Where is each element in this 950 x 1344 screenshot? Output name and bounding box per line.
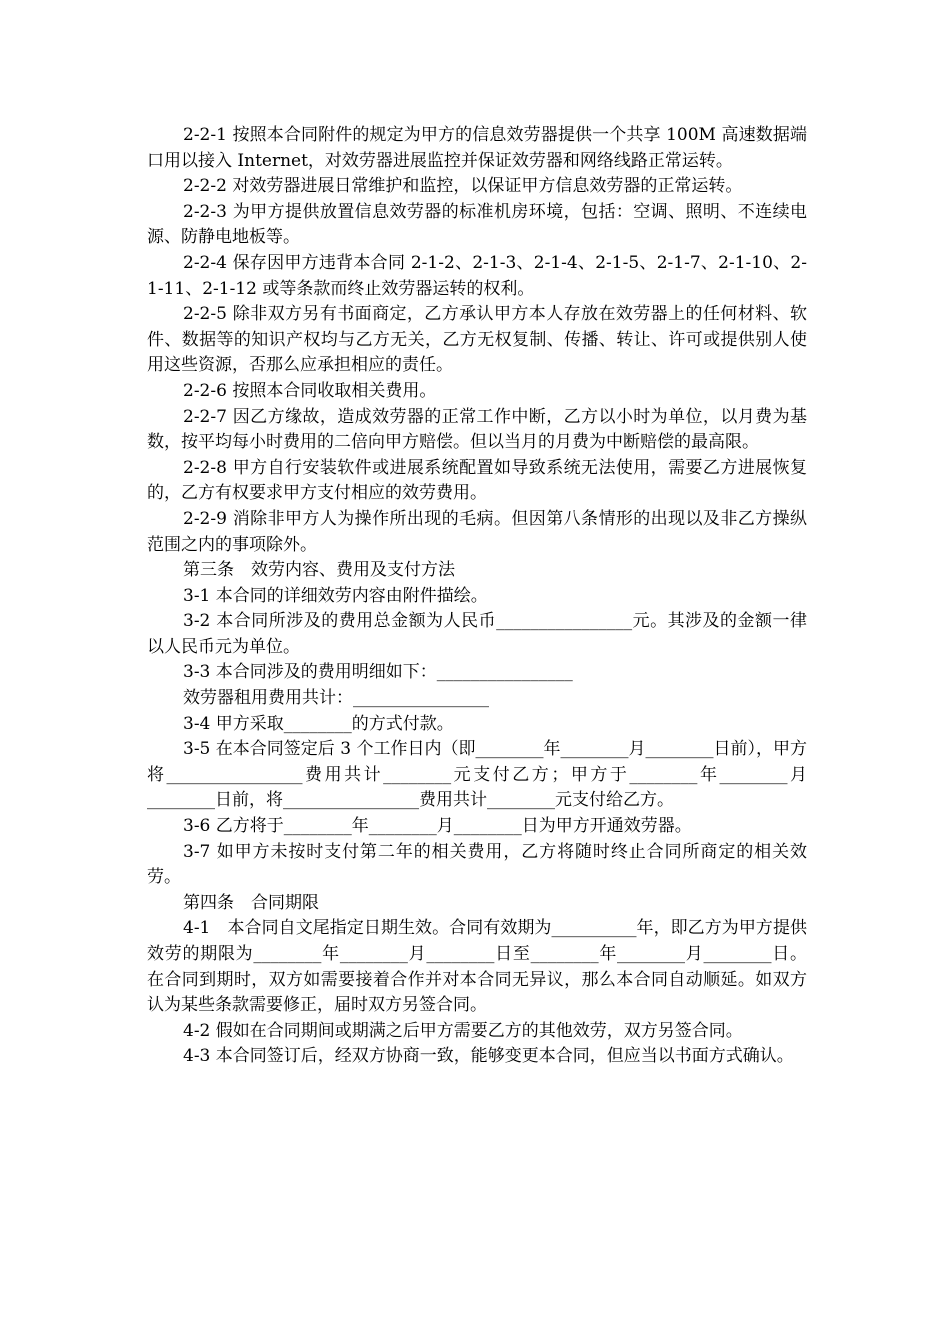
clause-3-1: 3-1 本合同的详细效劳内容由附件描绘。 [183, 585, 488, 606]
clause-2-2-3: 2-2-3 为甲方提供放置信息效劳器的标准机房环境，包括：空调、照明、不连续电源、防静电地板等。 [147, 201, 807, 248]
server-rental-fee-line: 效劳器租用费用共计：________________ [183, 688, 489, 709]
article-4-heading: 第四条 合同期限 [183, 892, 319, 913]
clause-4-1: 4-1 本合同自文尾指定日期生效。合同有效期为__________年，即乙方为甲方提供效劳的期限为________年________月________日至________年________月________日。在合同到期时，双方如需要接着合作并对本合同无异议，那么本合同自动顺延。如双方认为某些条款需要修正，届时双方另签合同。 [147, 918, 807, 1016]
clause-3-7: 3-7 如甲方未按时支付第二年的相关费用，乙方将随时终止合同所商定的相关效劳。 [147, 841, 807, 888]
clause-3-5: 3-5 在本合同签定后 3 个工作日内（即________年________月________日前），甲方将________________费用共计________元支付乙方；甲方于________年________月________日前，将________________费用共计________元支付给乙方。 [147, 739, 807, 811]
clause-2-2-6: 2-2-6 按照本合同收取相关费用。 [183, 380, 437, 401]
clause-2-2-5: 2-2-5 除非双方另有书面商定，乙方承认甲方本人存放在效劳器上的任何材料、软件、数据等的知识产权均与乙方无关，乙方无权复制、传播、转让、许可或提供别人使用这些资源，否那么应承担相应的责任。 [147, 304, 807, 376]
article-3-heading: 第三条 效劳内容、费用及支付方法 [183, 560, 455, 581]
clause-2-2-8: 2-2-8 甲方自行安装软件或进展系统配置如导致系统无法使用，需要乙方进展恢复的，乙方有权要求甲方支付相应的效劳费用。 [147, 457, 807, 504]
clause-2-2-2: 2-2-2 对效劳器进展日常维护和监控，以保证甲方信息效劳器的正常运转。 [183, 176, 743, 197]
clause-2-2-7: 2-2-7 因乙方缘故，造成效劳器的正常工作中断，乙方以小时为单位，以月费为基数，按平均每小时费用的二倍向甲方赔偿。但以当月的月费为中断赔偿的最高限。 [147, 406, 807, 453]
clause-3-4: 3-4 甲方采取________的方式付款。 [183, 713, 454, 734]
clause-2-2-1: 2-2-1 按照本合同附件的规定为甲方的信息效劳器提供一个共享 100M 高速数据端口用以接入 Internet，对效劳器进展监控并保证效劳器和网络线路正常运转。 [147, 125, 807, 171]
clause-3-3: 3-3 本合同涉及的费用明细如下：________________ [183, 662, 573, 683]
clause-3-2: 3-2 本合同所涉及的费用总金额为人民币________________元。其涉及的金额一律以人民币元为单位。 [147, 611, 807, 657]
clause-2-2-9: 2-2-9 消除非甲方人为操作所出现的毛病。但因第八条情形的出现以及非乙方操纵范围之内的事项除外。 [147, 508, 807, 555]
clause-2-2-4: 2-2-4 保存因甲方违背本合同 2-1-2、2-1-3、2-1-4、2-1-5、2-1-7、2-1-10、2-1-11、2-1-12 或等条款而终止效劳器运转的权利。 [147, 252, 807, 299]
clause-3-6: 3-6 乙方将于________年________月________日为甲方开通效劳器。 [183, 816, 692, 837]
document-body [147, 123, 807, 1070]
clause-4-2: 4-2 假如在合同期间或期满之后甲方需要乙方的其他效劳，双方另签合同。 [183, 1020, 743, 1041]
clause-4-3: 4-3 本合同签订后，经双方协商一致，能够变更本合同，但应当以书面方式确认。 [183, 1046, 794, 1067]
